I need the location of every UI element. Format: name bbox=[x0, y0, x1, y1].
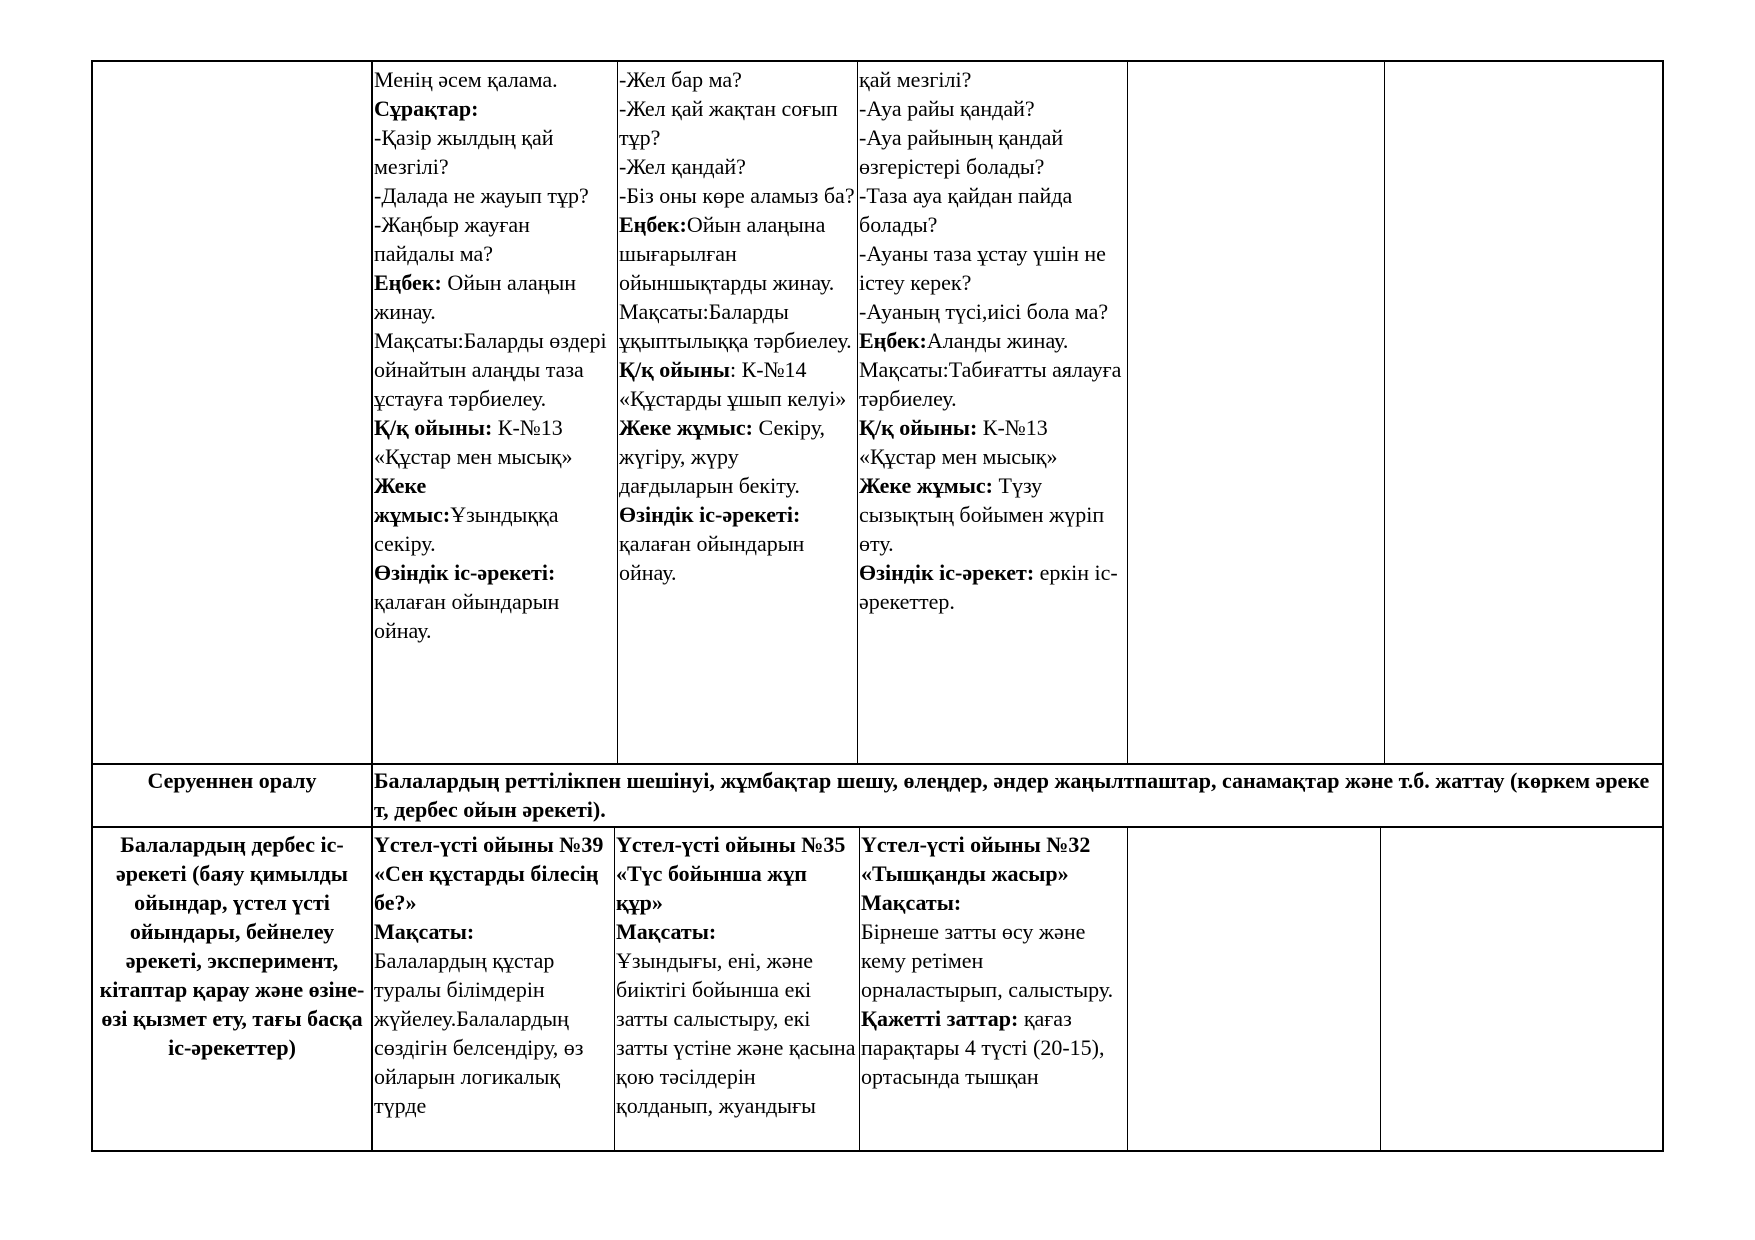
independent-activity-text: қалаған ойындарын ойнау. bbox=[619, 531, 805, 585]
row1-empty-col5 bbox=[1129, 65, 1382, 761]
individual-work-label: Жеке жұмыс: bbox=[374, 473, 451, 527]
question: -Ауаны таза ұстау үшін не істеу керек? bbox=[859, 241, 1106, 295]
independent-activity-text: еркін іс-әрекеттер. bbox=[859, 560, 1118, 614]
game-title: Үстел-үсті ойыны №32 «Тышқанды жасыр» bbox=[861, 832, 1091, 886]
question: қай мезгілі? bbox=[859, 67, 972, 92]
question: -Қазір жылдың қай мезгілі? bbox=[374, 125, 554, 179]
question: -Ауа райы қандай? bbox=[859, 96, 1035, 121]
return-from-walk-label: Серуеннен оралу bbox=[147, 768, 317, 793]
independent-activity-label: Өзіндік іс-әрекеті: bbox=[374, 560, 556, 585]
row3-divider-a bbox=[614, 828, 615, 1150]
goal-text: Ұзындығы, ені, және биіктігі бойынша екі затты салыстыру, екі затты үстіне және қасына қою тәсілдерін қолданып, жуандығы bbox=[616, 948, 856, 1118]
row1-divider-c bbox=[1127, 60, 1128, 763]
labor-label: Еңбек: bbox=[859, 328, 927, 353]
labor-text: Ойын алаңын жинау. bbox=[374, 270, 577, 324]
goal-label: Мақсаты: bbox=[374, 919, 475, 944]
game-text: К-№13 «Құстар мен мысық» bbox=[859, 415, 1058, 469]
row3-divider-b bbox=[859, 828, 860, 1150]
independent-activity-label: Өзіндік іс-әрекеті: bbox=[619, 502, 801, 527]
question: -Жаңбыр жауған пайдалы ма? bbox=[374, 212, 530, 266]
question: -Жел қандай? bbox=[619, 154, 746, 179]
game-label: Қ/қ ойыны bbox=[619, 357, 730, 382]
individual-work-text: Түзу сызықтың бойымен жүріп өту. bbox=[859, 473, 1105, 556]
table-border-top bbox=[91, 60, 1664, 62]
question: -Ауаның түсі,иісі бола ма? bbox=[859, 299, 1109, 324]
individual-work-text: Ұзындыққа секіру. bbox=[374, 502, 559, 556]
goal-text: Мақсаты:Табиғатты аялауға тәрбиелеу. bbox=[859, 357, 1122, 411]
game-text: : К-№14 «Құстарды ұшып келуі» bbox=[619, 357, 847, 411]
line: Менің әсем қалама. bbox=[374, 67, 558, 92]
goal-label: Мақсаты: bbox=[616, 919, 717, 944]
labor-text: Ойын алаңына шығарылған ойыншықтарды жинау. bbox=[619, 212, 835, 295]
table-border-left bbox=[91, 60, 93, 1152]
game-title: Үстел-үсті ойыны №39 «Сен құстарды білесің бе?» bbox=[374, 832, 604, 915]
row3-empty-col6 bbox=[1382, 830, 1660, 1148]
row3-table-game-day3 bbox=[861, 830, 1126, 1148]
column-divider-label bbox=[371, 60, 373, 1152]
materials-label: Қажетті заттар: bbox=[861, 1006, 1019, 1031]
row3-table-game-day1 bbox=[374, 830, 612, 1148]
row1-empty-col6 bbox=[1386, 65, 1660, 761]
individual-work-text: Секіру, жүгіру, жүру дағдыларын бекіту. bbox=[619, 415, 826, 498]
row1-divider-d bbox=[1384, 60, 1385, 763]
row1-walk-day2 bbox=[619, 65, 856, 761]
goal-text: Мақсаты:Баларды өздері ойнайтын алаңды таза ұстауға тәрбиелеу. bbox=[374, 328, 607, 411]
independent-activity-label: Өзіндік іс-әрекет: bbox=[859, 560, 1035, 585]
table-border-right bbox=[1662, 60, 1664, 1152]
goal-text: Бірнеше затты өсу және кему ретімен орналастырып, салыстыру. bbox=[861, 919, 1114, 1002]
goal-text: Мақсаты:Баларды ұқыптылыққа тәрбиелеу. bbox=[619, 299, 852, 353]
row3-divider-d bbox=[1380, 828, 1381, 1150]
game-text: К-№13 «Құстар мен мысық» bbox=[374, 415, 573, 469]
labor-text: Аланды жинау. bbox=[926, 328, 1069, 353]
question: -Біз оны көре аламыз ба? bbox=[619, 183, 855, 208]
row3-table-game-day2 bbox=[616, 830, 858, 1148]
question: -Ауа райының қандай өзгерістері болады? bbox=[859, 125, 1064, 179]
row-divider-1 bbox=[91, 763, 1664, 765]
labor-label: Еңбек: bbox=[619, 212, 687, 237]
question: -Жел қай жақтан соғып тұр? bbox=[619, 96, 838, 150]
row3-divider-c bbox=[1127, 828, 1128, 1150]
row1-walk-day1 bbox=[374, 65, 615, 761]
row1-walk-day3 bbox=[859, 65, 1126, 761]
question: -Таза ауа қайдан пайда болады? bbox=[859, 183, 1073, 237]
goal-text: Балалардың құстар туралы білімдерін жүйелеу.Балалардың сөздігін белсендіру, өз ойларын логикалық түрде bbox=[374, 948, 584, 1118]
row1-divider-a bbox=[617, 60, 618, 763]
labor-label: Еңбек: bbox=[374, 270, 442, 295]
return-from-walk-content: Балалардың реттілікпен шешінуі, жұмбақтар шешу, өлеңдер, әндер жаңылтпаштар, санамақтар және т.б. жаттау (көркем әрекет, дербес ойын әрекеті). bbox=[374, 768, 1650, 822]
game-label: Қ/қ ойыны: bbox=[859, 415, 978, 440]
row3-empty-col5 bbox=[1129, 830, 1378, 1148]
goal-label: Мақсаты: bbox=[861, 890, 962, 915]
row-divider-2 bbox=[91, 826, 1664, 828]
questions-heading: Сұрақтар: bbox=[374, 96, 479, 121]
table-border-bottom bbox=[91, 1150, 1664, 1152]
materials-text: қағаз парақтары 4 түсті (20-15), ортасында тышқан bbox=[861, 1006, 1105, 1089]
individual-work-label: Жеке жұмыс: bbox=[619, 415, 753, 440]
row1-divider-b bbox=[857, 60, 858, 763]
question: -Жел бар ма? bbox=[619, 67, 742, 92]
individual-work-label: Жеке жұмыс: bbox=[859, 473, 993, 498]
independent-activity-section-label: Балалардың дербес іс-әрекеті (баяу қимылды ойындар, үстел үсті ойындары, бейнелеу әрекеті, эксперимент, кітаптар қарау және өзіне-өзі қызмет ету, тағы басқа іс-әрекеттер) bbox=[99, 832, 365, 1060]
question: -Далада не жауып тұр? bbox=[374, 183, 589, 208]
game-title: Үстел-үсті ойыны №35 «Түс бойынша жұп құр» bbox=[616, 832, 846, 915]
game-label: Қ/қ ойыны: bbox=[374, 415, 493, 440]
independent-activity-text: қалаған ойындарын ойнау. bbox=[374, 589, 560, 643]
